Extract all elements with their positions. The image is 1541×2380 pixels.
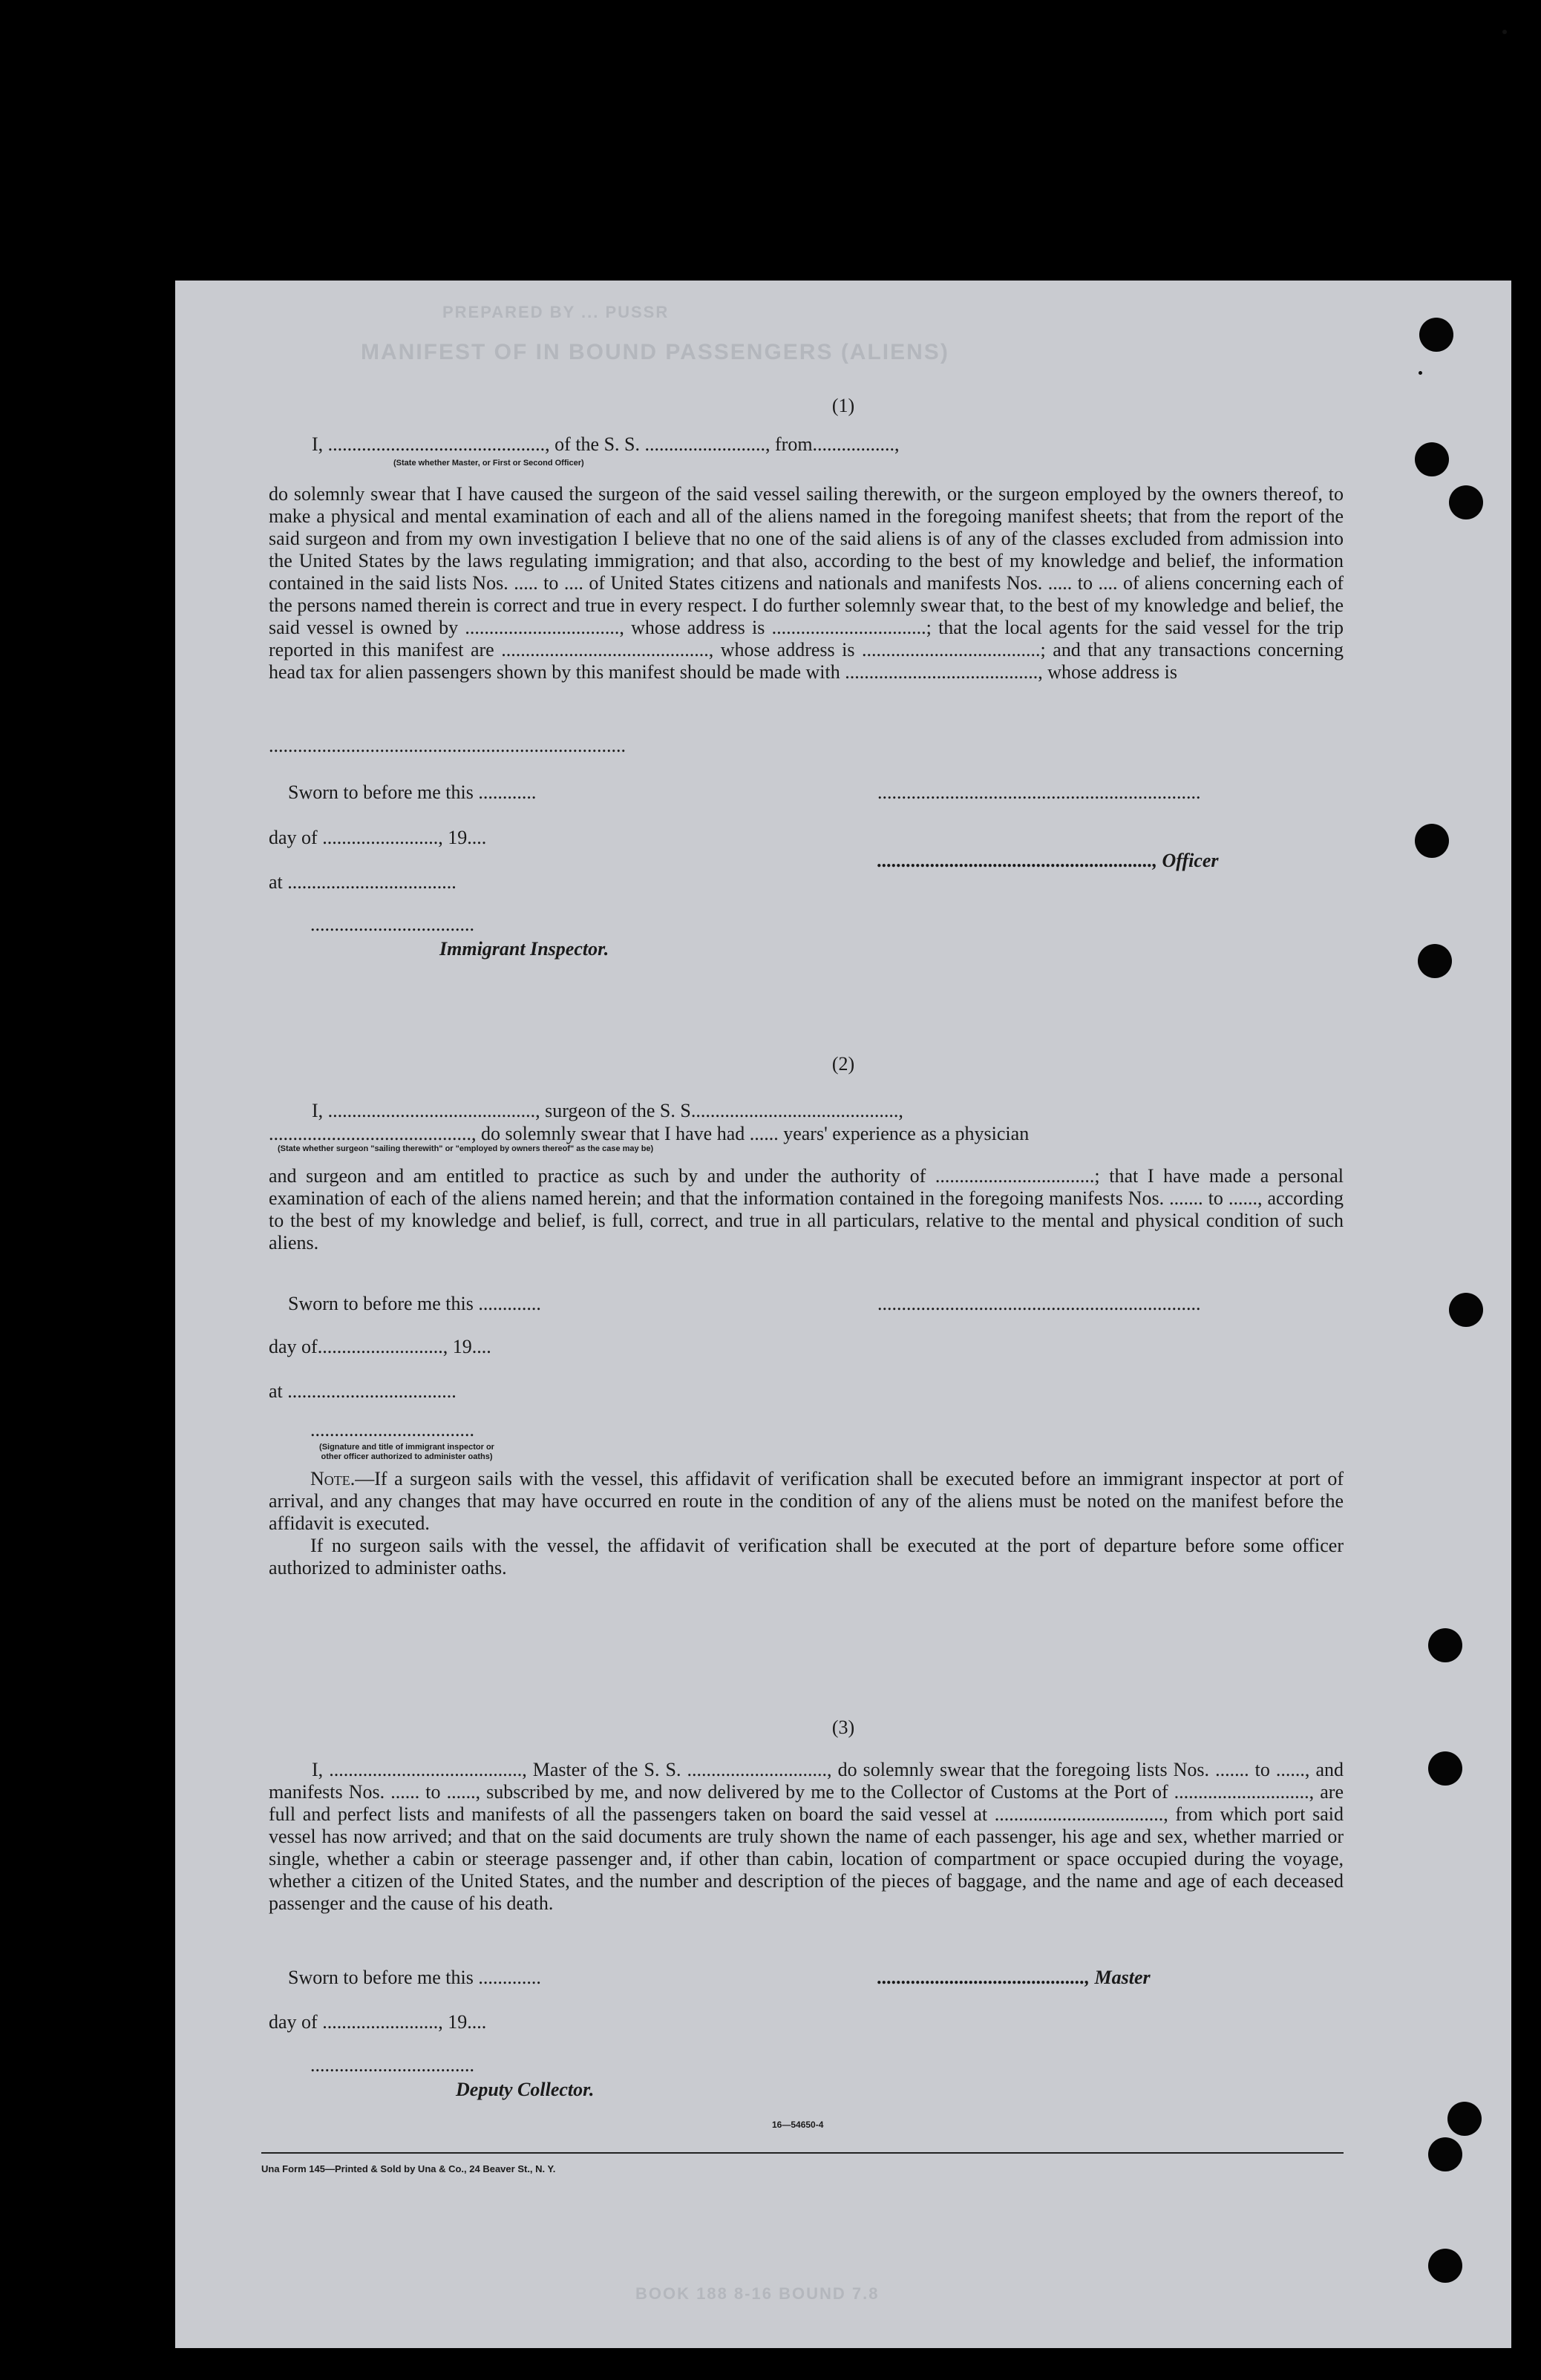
section-2-opening-line: I, ..........................................., surgeon of the S. S..........................................., (312, 1100, 903, 1121)
note-label: Note. (310, 1468, 356, 1489)
section-3-day-line: day of ........................, 19.... (269, 2011, 487, 2033)
section-3-master-signature: ..........................................., Master (877, 1967, 1151, 1988)
binder-hole (1449, 1293, 1483, 1327)
section-1-inspector-label: Immigrant Inspector. (439, 938, 609, 960)
section-1-opening-line: I, ............................................., of the S. S. ........................., from................., (312, 433, 900, 455)
section-1-trailing-dots: .......................................................................... (269, 735, 626, 756)
section-3-signature-dots: .................................. (310, 2054, 474, 2076)
section-1-oath-text: do solemnly swear that I have caused the surgeon of the said vessel sailing therewith, or the surgeon employed by the owners thereof, to make a physical and mental examination of each and all of the aliens named in the foregoing manifest sheets; that from the report of the said surgeon and from my own investigation I believe that no one of the said aliens is of any of the classes excluded from admission into the United States by the laws regulating immigration; and that also, according to the best of my knowledge and belief, the information contained in the said lists Nos. ..... to .... of United States citizens and nationals and manifests Nos. ..... to .... of aliens concerning each of the persons named therein is correct and true in every respect. I do further solemnly swear that, to the best of my knowledge and belief, the said vessel is owned by ................................, whose address is ................................; that the local agents for the said vessel for the trip reported in this manifest are ..........................................., whose address is .....................................; and that any transactions concerning head tax for alien passengers shown by this manifest should be made with ........................................, whose address is (269, 483, 1344, 683)
scan-speck (1419, 371, 1422, 375)
section-2-sworn-line: Sworn to before me this ............. (288, 1293, 541, 1314)
footer-rule (261, 2152, 1344, 2154)
section-2-number: (2) (831, 1053, 855, 1075)
section-3-number: (3) (831, 1717, 855, 1738)
section-1-inspector-signature-dots: .................................. (310, 914, 474, 935)
section-1-officer-signature: ........................................................., Officer (877, 850, 1219, 871)
binder-hole (1428, 2137, 1462, 2171)
manifest-page (175, 281, 1511, 2348)
section-2-right-signature-dots: ................................................................... (877, 1293, 1201, 1314)
section-2-day-line: day of.........................., 19.... (269, 1336, 491, 1357)
binder-hole (1449, 485, 1483, 519)
section-3-oath-text: I, ........................................, Master of the S. S. ............................., do solemnly swear that the foregoing lists Nos. ....... to ......, and manifests Nos. ...... to ......, subscribed by me, and now delivered by me to the Collector of Customs at the Port of ............................, are full and perfect lists and manifests of all the passengers taken on board the said vessel at ..................................., from which port said vessel has now arrived; and that on the said documents are truly shown the name of each passenger, his age and sex, whether married or single, whether a cabin or steerage passenger and, if other than cabin, location of compartment or space occupied during the voyage, whether a citizen of the United States, and the number and description of the pieces of baggage, and the name and age of each deceased passenger and the cause of his death. (269, 1759, 1344, 1914)
section-2-surgeon-note: (State whether surgeon "sailing therewith" or "employed by owners thereof" as the case may be) (278, 1144, 654, 1153)
section-2-note (269, 1468, 1344, 1535)
section-1-officer-note: (State whether Master, or First or Second Officer) (393, 459, 584, 468)
binder-hole (1428, 1628, 1462, 1662)
section-3-sworn-line: Sworn to before me this ............. (288, 1967, 541, 1988)
section-3-collector-label: Deputy Collector. (456, 2079, 595, 2100)
section-2-signature-dots: .................................. (310, 1419, 474, 1440)
note-body: —If a surgeon sails with the vessel, this affidavit of verification shall be executed before an immigrant inspector at port of arrival, and any changes that may have occurred en route in the condition of any of the aliens must be noted on the manifest before the affidavit is executed. (269, 1468, 1344, 1534)
binder-hole (1428, 1751, 1462, 1786)
section-2-at-line: at ................................... (269, 1380, 457, 1402)
binder-hole (1447, 2102, 1482, 2136)
binder-hole (1428, 2249, 1462, 2283)
section-1-number: (1) (831, 395, 855, 416)
faded-bottom-stamp: BOOK 188 8-16 BOUND 7.8 (635, 2284, 880, 2303)
section-1-day-line: day of ........................, 19.... (269, 827, 487, 848)
section-2-oath-text: and surgeon and am entitled to practice as such by and under the authority of .................................; that I have made a personal examination of each of the aliens named herein; and that the information contained in the foregoing manifests Nos. ....... to ......, according to the best of my knowledge and belief, is full, correct, and true in all particulars, relative to the mental and physical condition of such aliens. (269, 1165, 1344, 1253)
binder-hole (1418, 944, 1452, 978)
section-2-note-continued: If no surgeon sails with the vessel, the affidavit of verification shall be executed at the port of departure before some officer authorized to administer oaths. (269, 1535, 1344, 1579)
scan-speck (1502, 30, 1507, 34)
printer-imprint: Una Form 145—Printed & Sold by Una & Co., 24 Beaver St., N. Y. (261, 2163, 556, 2174)
section-1-right-signature-dots: ................................................................... (877, 781, 1201, 803)
section-2-second-line: .........................................., do solemnly swear that I have had ...... years' experience as a physician (269, 1123, 1030, 1144)
section-1-at-line: at ................................... (269, 871, 457, 893)
faded-stamp: PREPARED BY ... PUSSR (442, 303, 670, 321)
section-2-signature-note: (Signature and title of immigrant inspector or other officer authorized to administer oaths) (319, 1443, 494, 1461)
binder-hole (1419, 318, 1453, 352)
binder-hole (1415, 824, 1449, 858)
binder-hole (1415, 442, 1449, 476)
faded-title: MANIFEST OF IN BOUND PASSENGERS (ALIENS) (361, 340, 949, 364)
section-1-sworn-line: Sworn to before me this ............ (288, 781, 537, 803)
form-number: 16—54650-4 (772, 2120, 824, 2130)
